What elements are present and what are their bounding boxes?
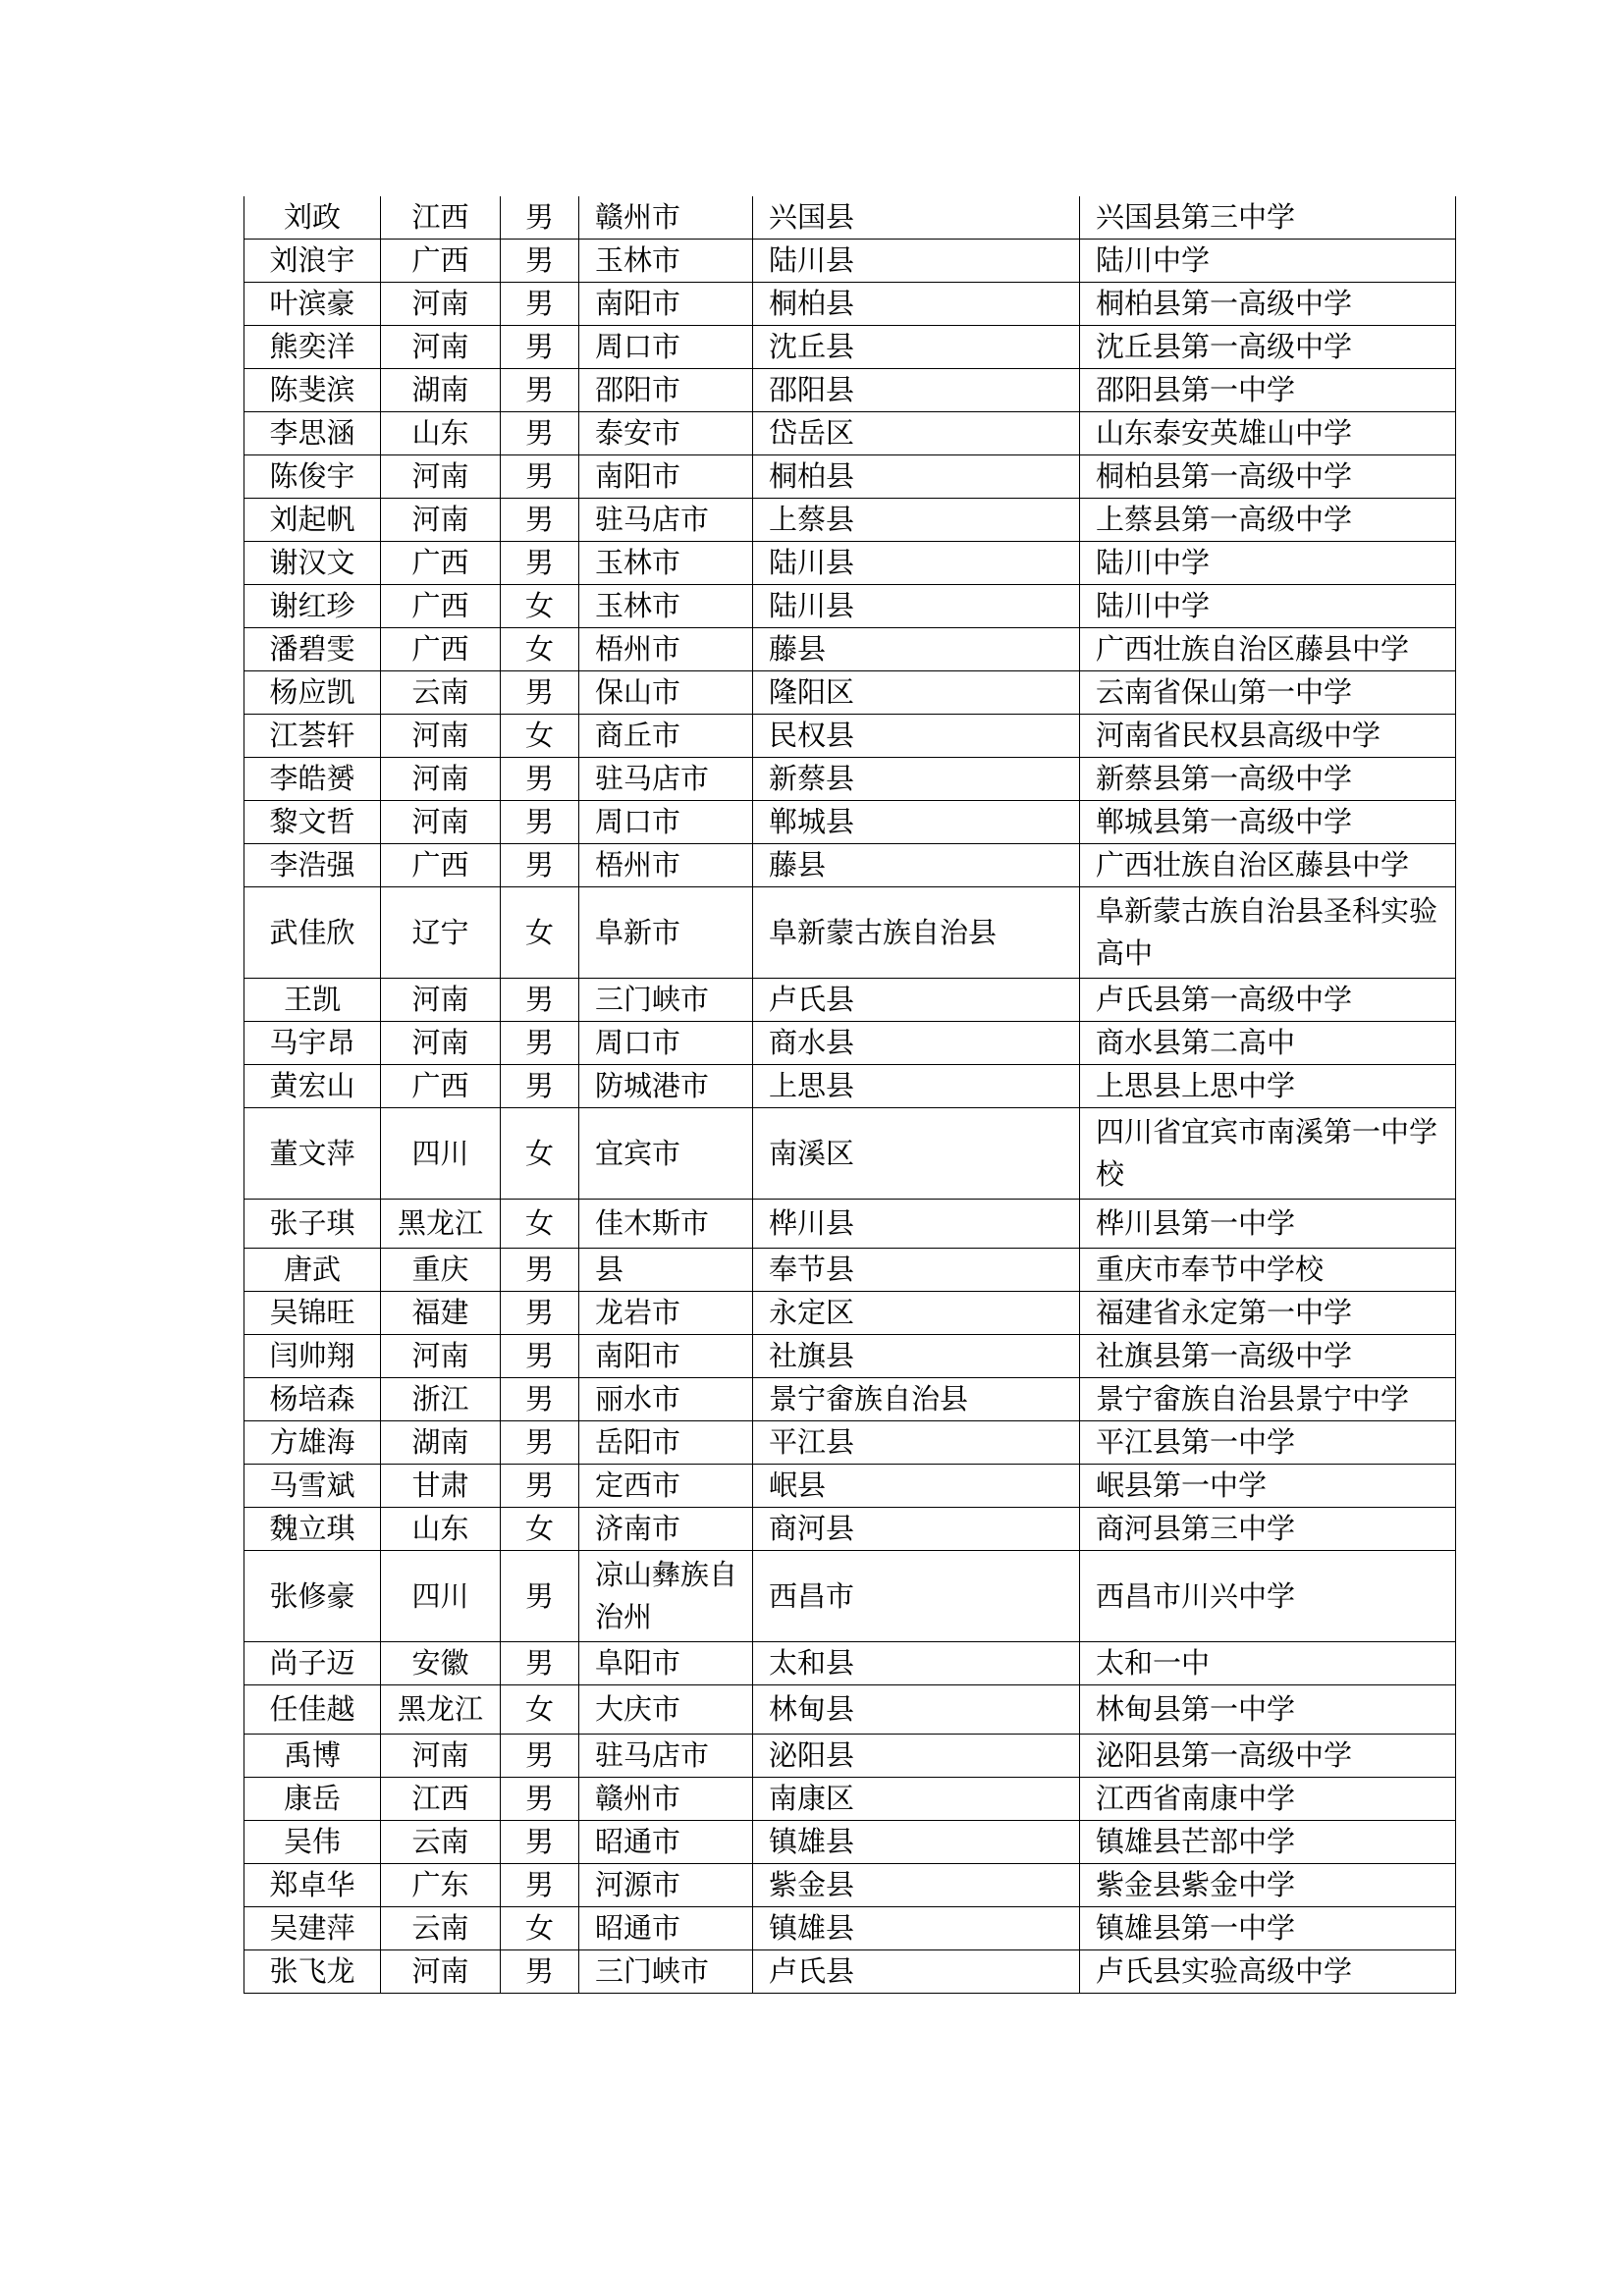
gender-cell: 男 [501,1421,579,1465]
name-cell: 杨培森 [244,1378,381,1421]
school-cell: 桐柏县第一高级中学 [1080,283,1456,326]
city-cell: 梧州市 [579,628,753,671]
city-cell: 驻马店市 [579,1735,753,1778]
gender-cell: 男 [501,758,579,801]
school-cell: 陆川中学 [1080,585,1456,628]
city-cell: 三门峡市 [579,1950,753,1994]
gender-cell: 男 [501,1821,579,1864]
school-cell: 紫金县紫金中学 [1080,1864,1456,1907]
name-cell: 禹博 [244,1735,381,1778]
student-table [244,196,1456,1994]
county-cell: 邵阳县 [753,369,1080,412]
province-cell: 甘肃 [381,1465,501,1508]
city-cell: 宜宾市 [579,1108,753,1200]
county-cell: 岱岳区 [753,412,1080,455]
county-cell: 岷县 [753,1465,1080,1508]
gender-cell: 女 [501,1907,579,1950]
table-row [244,1821,1456,1864]
city-cell: 玉林市 [579,585,753,628]
table-row [244,1551,1456,1642]
gender-cell: 男 [501,671,579,715]
province-cell: 河南 [381,979,501,1022]
name-cell: 谢红珍 [244,585,381,628]
city-cell: 定西市 [579,1465,753,1508]
table-row [244,1249,1456,1292]
city-cell: 济南市 [579,1508,753,1551]
gender-cell: 男 [501,1022,579,1065]
gender-cell: 男 [501,1642,579,1685]
gender-cell: 女 [501,585,579,628]
school-cell: 福建省永定第一中学 [1080,1292,1456,1335]
county-cell: 新蔡县 [753,758,1080,801]
city-cell: 大庆市 [579,1685,753,1735]
county-cell: 泌阳县 [753,1735,1080,1778]
school-cell: 云南省保山第一中学 [1080,671,1456,715]
table-row [244,196,1456,240]
table-row [244,1950,1456,1994]
county-cell: 太和县 [753,1642,1080,1685]
school-cell: 山东泰安英雄山中学 [1080,412,1456,455]
city-cell: 岳阳市 [579,1421,753,1465]
city-cell: 县 [579,1249,753,1292]
name-cell: 李思涵 [244,412,381,455]
table-row [244,1065,1456,1108]
province-cell: 湖南 [381,369,501,412]
province-cell: 河南 [381,1022,501,1065]
province-cell: 安徽 [381,1642,501,1685]
county-cell: 西昌市 [753,1551,1080,1642]
gender-cell: 男 [501,801,579,844]
gender-cell: 男 [501,283,579,326]
province-cell: 河南 [381,758,501,801]
table-row [244,1864,1456,1907]
county-cell: 卢氏县 [753,1950,1080,1994]
province-cell: 黑龙江 [381,1200,501,1249]
province-cell: 河南 [381,326,501,369]
name-cell: 武佳欣 [244,887,381,979]
gender-cell: 男 [501,196,579,240]
gender-cell: 女 [501,715,579,758]
county-cell: 林甸县 [753,1685,1080,1735]
name-cell: 张子琪 [244,1200,381,1249]
school-cell: 广西壮族自治区藤县中学 [1080,628,1456,671]
county-cell: 桦川县 [753,1200,1080,1249]
province-cell: 河南 [381,499,501,542]
table-row [244,1421,1456,1465]
province-cell: 广西 [381,1065,501,1108]
school-cell: 卢氏县第一高级中学 [1080,979,1456,1022]
name-cell: 杨应凯 [244,671,381,715]
name-cell: 刘浪宇 [244,240,381,283]
table-row [244,1378,1456,1421]
city-cell: 佳木斯市 [579,1200,753,1249]
school-cell: 平江县第一中学 [1080,1421,1456,1465]
city-cell: 驻马店市 [579,758,753,801]
name-cell: 马宇昂 [244,1022,381,1065]
name-cell: 郑卓华 [244,1864,381,1907]
county-cell: 商河县 [753,1508,1080,1551]
table-row [244,326,1456,369]
table-row [244,1685,1456,1735]
city-cell: 周口市 [579,326,753,369]
table-row [244,1022,1456,1065]
gender-cell: 男 [501,1292,579,1335]
province-cell: 河南 [381,715,501,758]
city-cell: 泰安市 [579,412,753,455]
province-cell: 江西 [381,196,501,240]
table-row [244,1907,1456,1950]
city-cell: 玉林市 [579,542,753,585]
school-cell: 桐柏县第一高级中学 [1080,455,1456,499]
gender-cell: 女 [501,1508,579,1551]
school-cell: 商水县第二高中 [1080,1022,1456,1065]
school-cell: 阜新蒙古族自治县圣科实验高中 [1080,887,1456,979]
county-cell: 民权县 [753,715,1080,758]
city-cell: 昭通市 [579,1821,753,1864]
province-cell: 广东 [381,1864,501,1907]
county-cell: 社旗县 [753,1335,1080,1378]
name-cell: 吴锦旺 [244,1292,381,1335]
table-row [244,1335,1456,1378]
school-cell: 河南省民权县高级中学 [1080,715,1456,758]
school-cell: 沈丘县第一高级中学 [1080,326,1456,369]
gender-cell: 男 [501,1551,579,1642]
name-cell: 任佳越 [244,1685,381,1735]
school-cell: 新蔡县第一高级中学 [1080,758,1456,801]
city-cell: 三门峡市 [579,979,753,1022]
county-cell: 平江县 [753,1421,1080,1465]
county-cell: 紫金县 [753,1864,1080,1907]
city-cell: 河源市 [579,1864,753,1907]
province-cell: 湖南 [381,1421,501,1465]
school-cell: 上蔡县第一高级中学 [1080,499,1456,542]
name-cell: 魏立琪 [244,1508,381,1551]
province-cell: 广西 [381,628,501,671]
province-cell: 重庆 [381,1249,501,1292]
gender-cell: 女 [501,1685,579,1735]
name-cell: 潘碧雯 [244,628,381,671]
school-cell: 西昌市川兴中学 [1080,1551,1456,1642]
name-cell: 刘起帆 [244,499,381,542]
province-cell: 浙江 [381,1378,501,1421]
gender-cell: 女 [501,1108,579,1200]
name-cell: 陈斐滨 [244,369,381,412]
table-row [244,628,1456,671]
school-cell: 陆川中学 [1080,240,1456,283]
name-cell: 康岳 [244,1778,381,1821]
name-cell: 唐武 [244,1249,381,1292]
table-row [244,499,1456,542]
gender-cell: 男 [501,1249,579,1292]
name-cell: 黎文哲 [244,801,381,844]
name-cell: 吴建萍 [244,1907,381,1950]
county-cell: 陆川县 [753,585,1080,628]
name-cell: 闫帅翔 [244,1335,381,1378]
table-body [244,196,1456,1994]
table-row [244,1200,1456,1249]
school-cell: 上思县上思中学 [1080,1065,1456,1108]
name-cell: 江荟轩 [244,715,381,758]
city-cell: 周口市 [579,801,753,844]
gender-cell: 男 [501,1335,579,1378]
gender-cell: 男 [501,1950,579,1994]
province-cell: 河南 [381,455,501,499]
county-cell: 商水县 [753,1022,1080,1065]
name-cell: 李皓赟 [244,758,381,801]
gender-cell: 男 [501,240,579,283]
name-cell: 董文萍 [244,1108,381,1200]
county-cell: 沈丘县 [753,326,1080,369]
gender-cell: 男 [501,1378,579,1421]
gender-cell: 男 [501,1778,579,1821]
county-cell: 上蔡县 [753,499,1080,542]
city-cell: 南阳市 [579,455,753,499]
school-cell: 泌阳县第一高级中学 [1080,1735,1456,1778]
province-cell: 福建 [381,1292,501,1335]
city-cell: 邵阳市 [579,369,753,412]
name-cell: 李浩强 [244,844,381,887]
city-cell: 阜阳市 [579,1642,753,1685]
school-cell: 卢氏县实验高级中学 [1080,1950,1456,1994]
name-cell: 陈俊宇 [244,455,381,499]
province-cell: 广西 [381,844,501,887]
province-cell: 河南 [381,801,501,844]
gender-cell: 男 [501,542,579,585]
table-row [244,455,1456,499]
county-cell: 隆阳区 [753,671,1080,715]
city-cell: 丽水市 [579,1378,753,1421]
county-cell: 南康区 [753,1778,1080,1821]
gender-cell: 男 [501,1735,579,1778]
school-cell: 镇雄县第一中学 [1080,1907,1456,1950]
name-cell: 刘政 [244,196,381,240]
name-cell: 马雪斌 [244,1465,381,1508]
school-cell: 广西壮族自治区藤县中学 [1080,844,1456,887]
gender-cell: 男 [501,844,579,887]
city-cell: 南阳市 [579,1335,753,1378]
name-cell: 吴伟 [244,1821,381,1864]
gender-cell: 男 [501,499,579,542]
city-cell: 驻马店市 [579,499,753,542]
school-cell: 社旗县第一高级中学 [1080,1335,1456,1378]
city-cell: 龙岩市 [579,1292,753,1335]
table-row [244,412,1456,455]
city-cell: 赣州市 [579,1778,753,1821]
name-cell: 黄宏山 [244,1065,381,1108]
province-cell: 辽宁 [381,887,501,979]
school-cell: 郸城县第一高级中学 [1080,801,1456,844]
county-cell: 兴国县 [753,196,1080,240]
province-cell: 山东 [381,1508,501,1551]
table-row [244,542,1456,585]
county-cell: 南溪区 [753,1108,1080,1200]
name-cell: 张修豪 [244,1551,381,1642]
province-cell: 云南 [381,1907,501,1950]
gender-cell: 男 [501,979,579,1022]
city-cell: 凉山彝族自治州 [579,1551,753,1642]
county-cell: 桐柏县 [753,283,1080,326]
city-cell: 保山市 [579,671,753,715]
city-cell: 周口市 [579,1022,753,1065]
school-cell: 林甸县第一中学 [1080,1685,1456,1735]
city-cell: 防城港市 [579,1065,753,1108]
school-cell: 兴国县第三中学 [1080,196,1456,240]
province-cell: 广西 [381,585,501,628]
school-cell: 四川省宜宾市南溪第一中学校 [1080,1108,1456,1200]
province-cell: 四川 [381,1108,501,1200]
county-cell: 郸城县 [753,801,1080,844]
school-cell: 陆川中学 [1080,542,1456,585]
table-row [244,844,1456,887]
table-row [244,1508,1456,1551]
gender-cell: 男 [501,455,579,499]
province-cell: 江西 [381,1778,501,1821]
gender-cell: 男 [501,1465,579,1508]
city-cell: 梧州市 [579,844,753,887]
county-cell: 永定区 [753,1292,1080,1335]
name-cell: 叶滨豪 [244,283,381,326]
table-row [244,1465,1456,1508]
city-cell: 赣州市 [579,196,753,240]
province-cell: 河南 [381,1950,501,1994]
table-row [244,1108,1456,1200]
name-cell: 谢汉文 [244,542,381,585]
gender-cell: 女 [501,1200,579,1249]
table-row [244,715,1456,758]
county-cell: 陆川县 [753,542,1080,585]
city-cell: 阜新市 [579,887,753,979]
table-row [244,369,1456,412]
table-row [244,801,1456,844]
gender-cell: 男 [501,412,579,455]
province-cell: 山东 [381,412,501,455]
school-cell: 镇雄县芒部中学 [1080,1821,1456,1864]
table-row [244,979,1456,1022]
table-row [244,1778,1456,1821]
gender-cell: 女 [501,628,579,671]
city-cell: 玉林市 [579,240,753,283]
gender-cell: 男 [501,369,579,412]
table-row [244,758,1456,801]
county-cell: 景宁畲族自治县 [753,1378,1080,1421]
province-cell: 河南 [381,1335,501,1378]
county-cell: 桐柏县 [753,455,1080,499]
table-row [244,585,1456,628]
county-cell: 镇雄县 [753,1821,1080,1864]
school-cell: 景宁畲族自治县景宁中学 [1080,1378,1456,1421]
city-cell: 商丘市 [579,715,753,758]
city-cell: 昭通市 [579,1907,753,1950]
province-cell: 云南 [381,671,501,715]
school-cell: 桦川县第一中学 [1080,1200,1456,1249]
county-cell: 藤县 [753,628,1080,671]
table-row [244,887,1456,979]
table-row [244,1292,1456,1335]
table-row [244,240,1456,283]
province-cell: 广西 [381,542,501,585]
province-cell: 河南 [381,283,501,326]
name-cell: 尚子迈 [244,1642,381,1685]
county-cell: 奉节县 [753,1249,1080,1292]
county-cell: 阜新蒙古族自治县 [753,887,1080,979]
school-cell: 商河县第三中学 [1080,1508,1456,1551]
province-cell: 四川 [381,1551,501,1642]
table-row [244,671,1456,715]
table-row [244,283,1456,326]
county-cell: 藤县 [753,844,1080,887]
school-cell: 岷县第一中学 [1080,1465,1456,1508]
county-cell: 卢氏县 [753,979,1080,1022]
gender-cell: 男 [501,1065,579,1108]
province-cell: 广西 [381,240,501,283]
table-row [244,1642,1456,1685]
name-cell: 张飞龙 [244,1950,381,1994]
city-cell: 南阳市 [579,283,753,326]
table-row [244,1735,1456,1778]
name-cell: 熊奕洋 [244,326,381,369]
name-cell: 王凯 [244,979,381,1022]
county-cell: 上思县 [753,1065,1080,1108]
province-cell: 黑龙江 [381,1685,501,1735]
school-cell: 江西省南康中学 [1080,1778,1456,1821]
school-cell: 太和一中 [1080,1642,1456,1685]
province-cell: 河南 [381,1735,501,1778]
school-cell: 重庆市奉节中学校 [1080,1249,1456,1292]
gender-cell: 男 [501,1864,579,1907]
school-cell: 邵阳县第一中学 [1080,369,1456,412]
county-cell: 陆川县 [753,240,1080,283]
gender-cell: 女 [501,887,579,979]
gender-cell: 男 [501,326,579,369]
province-cell: 云南 [381,1821,501,1864]
name-cell: 方雄海 [244,1421,381,1465]
county-cell: 镇雄县 [753,1907,1080,1950]
